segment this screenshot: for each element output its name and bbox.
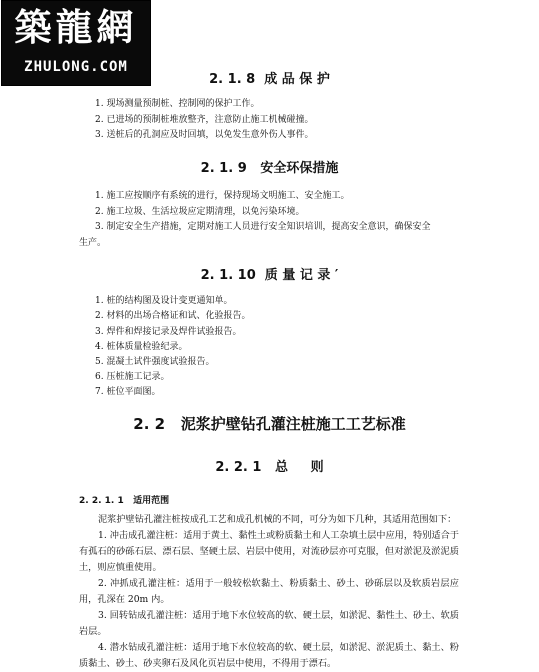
list-item: 6. 压桩施工记录。 [95,372,170,382]
list-item: 3. 制定安全生产措施，定期对施工人员进行安全知识培训，提高安全意识，确保安全 [95,222,431,232]
heading-2-1-10: 2. 1. 10 质 量 记 录 ′ [200,268,339,283]
logo-chars: 築龍網 [14,5,138,49]
list-item: 3. 送桩后的孔洞应及时回填，以免发生意外伤人事件。 [95,130,314,140]
list-item: 1. 现场测量预制桩、控制网的保护工作。 [95,99,260,109]
heading-2-2-1: 2. 2. 1 总 则 [215,460,324,475]
list-item: 生产。 [79,238,107,248]
heading-2-2-1-1: 2. 2. 1. 1 适用范围 [79,496,170,506]
list-item: 3. 焊件和焊接记录及焊件试验报告。 [95,327,242,337]
logo-domain: ZHULONG.COM [24,59,128,75]
heading-2-1-9: 2. 1. 9 安全环保措施 [200,161,339,176]
paragraph-1: 1. 冲击成孔灌注桩：适用于黄土、黏性土或粉质黏土和人工杂填土层中应用，特别适合于有孤石的砂砾石层、漂石层、坚硬土层、岩层中使用，对流砂层亦可克服，但对淤泥及淤泥质土，则应慎重使用。 [79,530,459,573]
list-item: 1. 施工应按顺序有系统的进行，保持现场文明施工、安全施工。 [95,191,350,201]
intro-paragraph: 泥浆护壁钻孔灌注桩按成孔工艺和成孔机械的不同，可分为如下几种，其适用范围如下： [98,514,457,525]
paragraph-2: 2. 冲抓成孔灌注桩：适用于一般较松软黏土、粉质黏土、砂土、砂砾层以及软质岩层应用，孔深在 20m 内。 [79,578,459,605]
list-item: 2. 已进场的预制桩堆放整齐，注意防止施工机械碰撞。 [95,115,314,125]
list-item: 2. 施工垃圾、生活垃圾应定期清理，以免污染环境。 [95,207,305,217]
list-item: 4. 桩体质量检验纪录。 [95,342,188,352]
heading-2-2: 2. 2 泥浆护壁钻孔灌注桩施工工艺标准 [133,415,406,433]
list-item: 2. 材料的出场合格证和试、化验报告。 [95,311,251,321]
paragraph-4: 4. 潜水钻成孔灌注桩：适用于地下水位较高的软、硬土层，如淤泥、淤泥质土、黏土、粉质黏土、砂土、砂夹卵石及风化页岩层中使用，不得用于漂石。 [79,642,459,669]
heading-2-1-8: 2. 1. 8 成 品 保 护 [209,72,330,87]
list-item: 1. 桩的结构图及设计变更通知单。 [95,296,233,306]
list-item: 5. 混凝土试件强度试验报告。 [95,357,215,367]
list-item: 7. 桩位平面图。 [95,387,161,397]
paragraph-3: 3. 回转钻成孔灌注桩：适用于地下水位较高的软、硬土层，如淤泥、黏性土、砂土、软质岩层。 [79,610,459,637]
